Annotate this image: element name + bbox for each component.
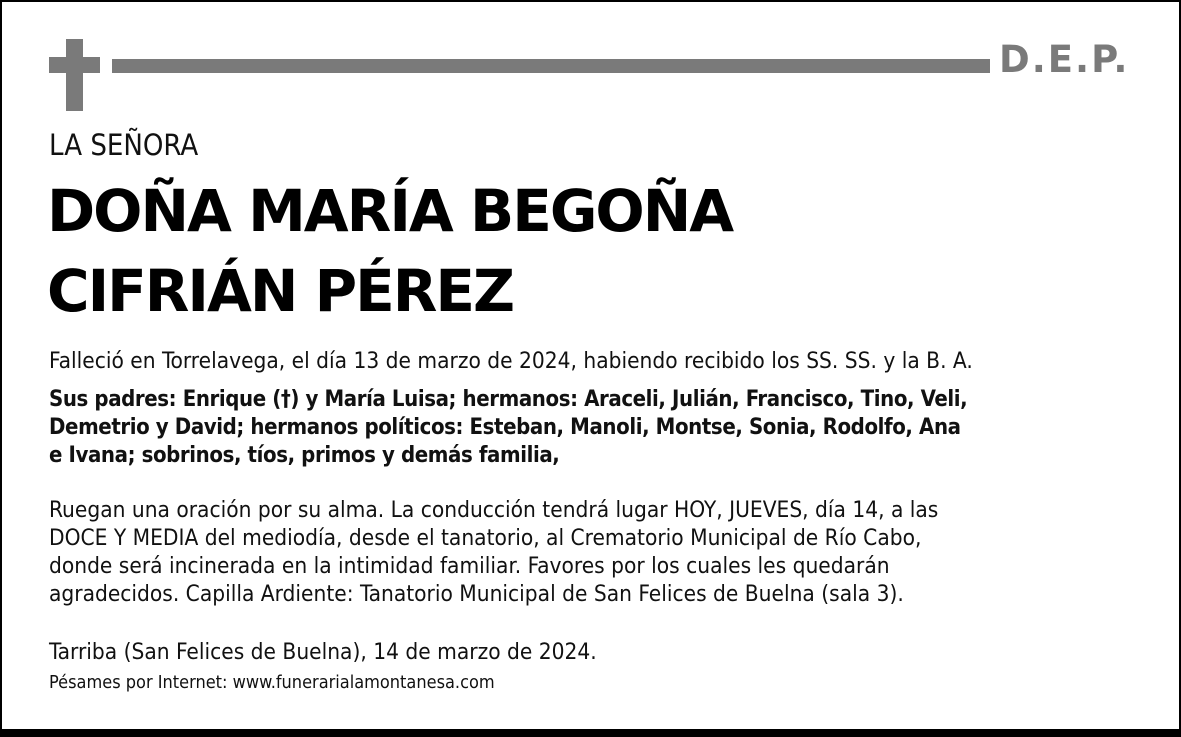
dep-label: D.E.P. (999, 38, 1130, 81)
request-line: donde será incinerada en la intimidad familiar. Favores por los cuales les quedarán (49, 553, 890, 579)
request-line: Ruegan una oración por su alma. La conducción tendrá lugar HOY, JUEVES, día 14, a las (49, 497, 939, 523)
cross-vertical-bar (66, 39, 83, 111)
deceased-name-line-1: DOÑA MARÍA BEGOÑA (47, 177, 733, 245)
request-paragraph (49, 496, 1149, 608)
header-rule (112, 59, 990, 73)
deceased-name-line-2: CIFRIÁN PÉREZ (47, 257, 514, 325)
family-line: Sus padres: Enrique (†) y María Luisa; hermanos: Araceli, Julián, Francisco, Tino, Veli, (49, 387, 968, 412)
family-paragraph (49, 386, 1149, 470)
death-statement: Falleció en Torrelavega, el día 13 de marzo de 2024, habiendo recibido los SS. SS. y la B. A. (49, 348, 973, 374)
request-line: DOCE Y MEDIA del mediodía, desde el tanatorio, al Crematorio Municipal de Río Cabo, (49, 525, 922, 551)
intro-text: LA SEÑORA (49, 128, 199, 162)
family-line: Demetrio y David; hermanos políticos: Esteban, Manoli, Montse, Sonia, Rodolfo, Ana (49, 415, 961, 440)
cross-horizontal-bar (49, 57, 100, 73)
place-date: Tarriba (San Felices de Buelna), 14 de marzo de 2024. (49, 639, 597, 665)
condolences-website: Pésames por Internet: www.funerarialamontanesa.com (49, 672, 495, 693)
family-line: e Ivana; sobrinos, tíos, primos y demás familia, (49, 443, 560, 468)
request-line: agradecidos. Capilla Ardiente: Tanatorio Municipal de San Felices de Buelna (sala 3). (49, 581, 904, 607)
